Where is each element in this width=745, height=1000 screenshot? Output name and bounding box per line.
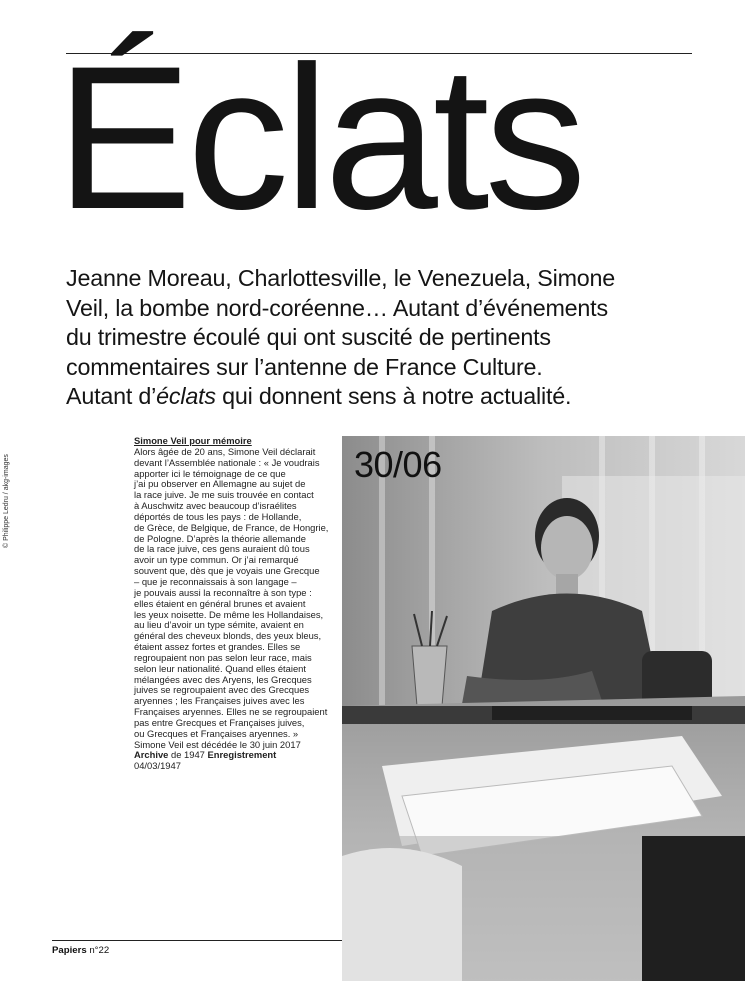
archive-label: Archive (134, 749, 169, 761)
article-line: devant l’Assemblée nationale : « Je voudrais (134, 456, 320, 468)
footer (52, 945, 109, 956)
article-line: pas entre Grecques et Françaises juives, (134, 716, 305, 728)
intro-line (66, 382, 706, 412)
intro-line: du trimestre écoulé qui ont suscité de pertinents (66, 324, 551, 350)
article-line: je pouvais aussi la reconnaître à son type : (134, 586, 312, 598)
article (134, 436, 342, 772)
recording-date: 04/03/1947 (134, 760, 181, 772)
article-line: selon leur nationalité. Quand elles étaient (134, 662, 306, 674)
archive-year: de 1947 (168, 749, 208, 761)
article-line: avoir un type commun. Or j’ai remarqué (134, 554, 299, 566)
photo-credit: © Philippe Ledru / akg-images (3, 454, 10, 548)
article-line: juives se regroupaient avec des Grecques (134, 684, 310, 696)
photo-date: 30/06 (354, 444, 442, 485)
intro-line: Jeanne Moreau, Charlottesville, le Venezuela, Simone (66, 265, 616, 291)
article-line: général des cheveux blonds, des yeux bleus, (134, 630, 322, 642)
intro-text: qui donnent sens à notre actualité. (215, 383, 572, 409)
page-title: Éclats (56, 24, 582, 252)
intro-emphasis: éclats (156, 383, 216, 409)
article-line: de la race juive, ces gens auraient dû tous (134, 543, 310, 555)
recording-label: Enregistrement (207, 749, 277, 761)
portrait-photo (342, 436, 745, 981)
article-title: Simone Veil pour mémoire (134, 435, 252, 446)
article-line: déportés de tous les pays : de Hollande, (134, 510, 302, 522)
article-line: ou Grecques et Françaises aryennes. » (134, 727, 299, 739)
intro-line: Veil, la bombe nord-coréenne… Autant d’événements (66, 294, 608, 321)
article-line: étaient assez fortes et grandes. Elles se (134, 641, 301, 653)
article-line: Simone Veil est décédée le 30 juin 2017 (134, 738, 301, 750)
issue-number: n°22 (86, 945, 110, 956)
bottom-rule (52, 940, 342, 941)
article-line: la race juive. Je me suis trouvée en contact (134, 489, 314, 501)
article-line: de Pologne. D’après la théorie allemande (134, 532, 306, 544)
article-line: aryennes ; les Françaises juives avec les (134, 695, 305, 707)
article-line: – que je reconnaissais à son langage – (134, 575, 297, 587)
article-line: au lieu d’avoir un type sémite, avaient en (134, 619, 304, 631)
article-line: Françaises aryennes. Elles ne se regroupaient (134, 706, 328, 718)
article-line: apporter ici le témoignage de ce que (134, 467, 286, 479)
intro-line: commentaires sur l’antenne de France Culture. (66, 353, 543, 380)
article-line: les yeux noisette. De même les Hollandaises, (134, 608, 324, 620)
article-body (134, 447, 342, 751)
article-line: de Grèce, de Belgique, de France, de Hongrie, (134, 521, 329, 533)
article-line: à Auschwitz avec beaucoup d’israélites (134, 500, 297, 512)
article-line: Alors âgée de 20 ans, Simone Veil déclarait (134, 445, 316, 457)
article-line: regroupaient non pas selon leur race, mais (134, 651, 312, 663)
magazine-name: Papiers (52, 945, 87, 956)
photo-image (342, 436, 745, 981)
article-line: elles étaient en général brunes et avaient (134, 597, 306, 609)
article-line: j’ai pu observer en Allemagne au sujet de (134, 478, 306, 490)
article-line: souvent que, dès que je voyais une Grecque (134, 565, 320, 577)
intro-paragraph (66, 264, 706, 412)
intro-text: Autant d’ (66, 383, 157, 409)
article-line: mélangées avec des Aryens, les Grecques (134, 673, 312, 685)
